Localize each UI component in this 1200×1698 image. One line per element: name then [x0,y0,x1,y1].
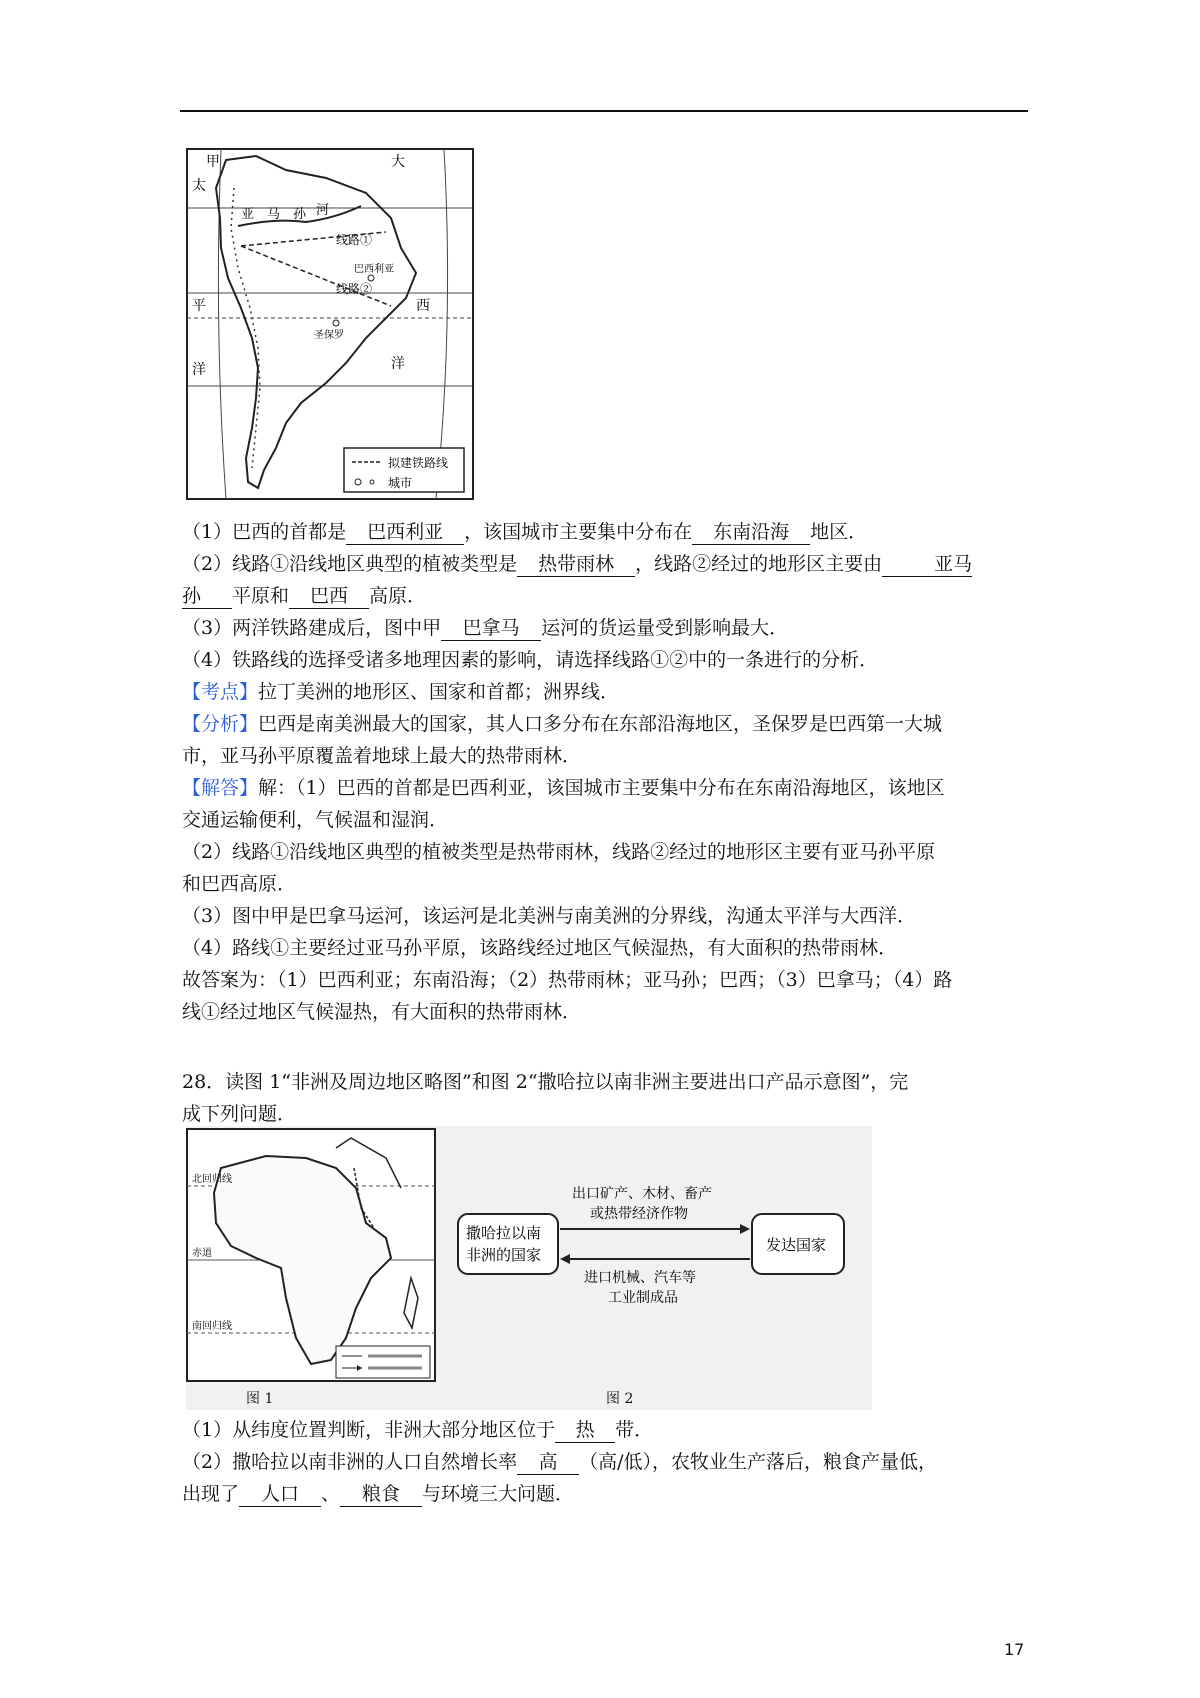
export-l1: 出口矿产、木材、畜产 [572,1186,712,1202]
jieda-l1: 【解答】解：（1）巴西的首都是巴西利亚，该国城市主要集中分布在东南沿海地区，该地区 [182,777,945,799]
diagram-right-label: 发达国家 [766,1236,827,1254]
q27-block [182,516,1032,1028]
import-l2: 工业制成品 [608,1290,678,1306]
diagram-left-box [458,1214,558,1274]
q27-part2-cont: 孙 平原和 巴西 高原． [182,585,427,607]
q28-stem-l2: 成下列问题． [182,1103,297,1125]
header-rule [180,110,1028,112]
q28-figures [186,1126,872,1410]
q27-part2: （2）线路①沿线地区典型的植被类型是 热带雨林 ，线路②经过的地形区主要由 亚马 [182,553,973,575]
label-ping: 平 [192,298,206,314]
kaodian: 【考点】拉丁美洲的地形区、国家和首都；洲界线． [182,681,620,703]
jieda-l6: （4）路线①主要经过亚马孙平原，该路线经过地区气候湿热，有大面积的热带雨林． [182,937,898,959]
fig1-caption: 图 1 [246,1391,274,1407]
answer-canal: 巴拿马 [441,616,541,641]
label-xi: 西 [416,298,430,314]
legend-city: 城市 [388,476,413,490]
fenxi-l2: 市，亚马孙平原覆盖着地球上最大的热带雨林． [182,745,582,767]
label-jia: 甲 [206,154,220,170]
label-tai: 太 [192,178,206,194]
fig2-caption: 图 2 [606,1391,634,1407]
answer-city-region: 东南沿海 [692,520,810,545]
lat-south: 南回归线 [192,1321,232,1332]
q28-part2: （2）撒哈拉以南非洲的人口自然增长率 高 （高/低），农牧业生产落后，粮食产量低， [182,1451,937,1473]
lat-north: 北回归线 [192,1174,232,1185]
answer-capital: 巴西利亚 [346,520,464,545]
diagram-left-l2: 非洲的国家 [466,1246,542,1264]
label-amazon: 亚 马 孙 [241,207,307,222]
label-route1: 线路① [336,233,373,247]
import-l1: 进口机械、汽车等 [584,1270,696,1286]
q28-stem-l1: 28．读图 1“非洲及周边地区略图”和图 2“撒哈拉以南非洲主要进出口产品示意图”，完 [182,1071,909,1093]
export-l2: 或热带经济作物 [590,1206,688,1222]
south-america-map [186,148,474,500]
answer-plain-part1: 亚马 [882,552,972,577]
answer-plain-part2: 孙 [182,584,232,609]
africa-map [186,1128,436,1383]
q27-part4: （4）铁路线的选择受诸多地理因素的影响，请选择线路①②中的一条进行的分析． [182,649,879,671]
q28-stem [182,1066,1032,1130]
label-da: 大 [391,154,405,170]
label-yang-right: 洋 [391,356,405,372]
diagram-left-l1: 撒哈拉以南 [466,1224,542,1242]
label-route2: 线路② [336,282,373,296]
q27-part1: （1）巴西的首都是 巴西利亚 ，该国城市主要集中分布在 东南沿海 地区． [182,521,868,543]
lat-equator: 赤道 [192,1248,212,1259]
answer-summary-l2: 线①经过地区气候湿热，有大面积的热带雨林． [182,1001,582,1023]
q28-parts [182,1414,1032,1510]
answer-zone: 热 [555,1418,615,1443]
label-brasilia: 巴西利亚 [354,264,394,275]
page-number: 17 [1004,1640,1025,1659]
jieda-l3: （2）线路①沿线地区典型的植被类型是热带雨林，线路②经过的地形区主要有亚马孙平原 [182,841,936,863]
jieda-l4: 和巴西高原． [182,873,297,895]
q28-part1: （1）从纬度位置判断，非洲大部分地区位于 热 带． [182,1419,654,1441]
legend-rail: 拟建铁路线 [388,456,449,470]
label-saopaulo: 圣保罗 [314,330,344,341]
answer-growth: 高 [517,1450,579,1475]
q27-part3: （3）两洋铁路建成后，图中甲 巴拿马 运河的货运量受到影响最大． [182,617,789,639]
answer-plateau: 巴西 [289,584,369,609]
jieda-l5: （3）图中甲是巴拿马运河，该运河是北美洲与南美洲的分界线，沟通太平洋与大西洋． [182,905,917,927]
answer-vegetation: 热带雨林 [517,552,635,577]
answer-summary-l1: 故答案为：（1）巴西利亚；东南沿海；（2）热带雨林；亚马孙；巴西；（3）巴拿马；（4）路 [182,969,953,991]
answer-problem2: 粮食 [340,1482,422,1507]
trade-diagram [448,1126,872,1410]
label-yang-left: 洋 [192,362,206,378]
jieda-l2: 交通运输便利，气候温和湿润． [182,809,449,831]
label-he: 河 [316,203,330,218]
q28-part2-cont: 出现了 人口 、 粮食 与环境三大问题． [182,1483,575,1505]
fenxi-l1: 【分析】巴西是南美洲最大的国家，其人口多分布在东部沿海地区，圣保罗是巴西第一大城 [182,713,943,735]
answer-problem1: 人口 [239,1482,321,1507]
